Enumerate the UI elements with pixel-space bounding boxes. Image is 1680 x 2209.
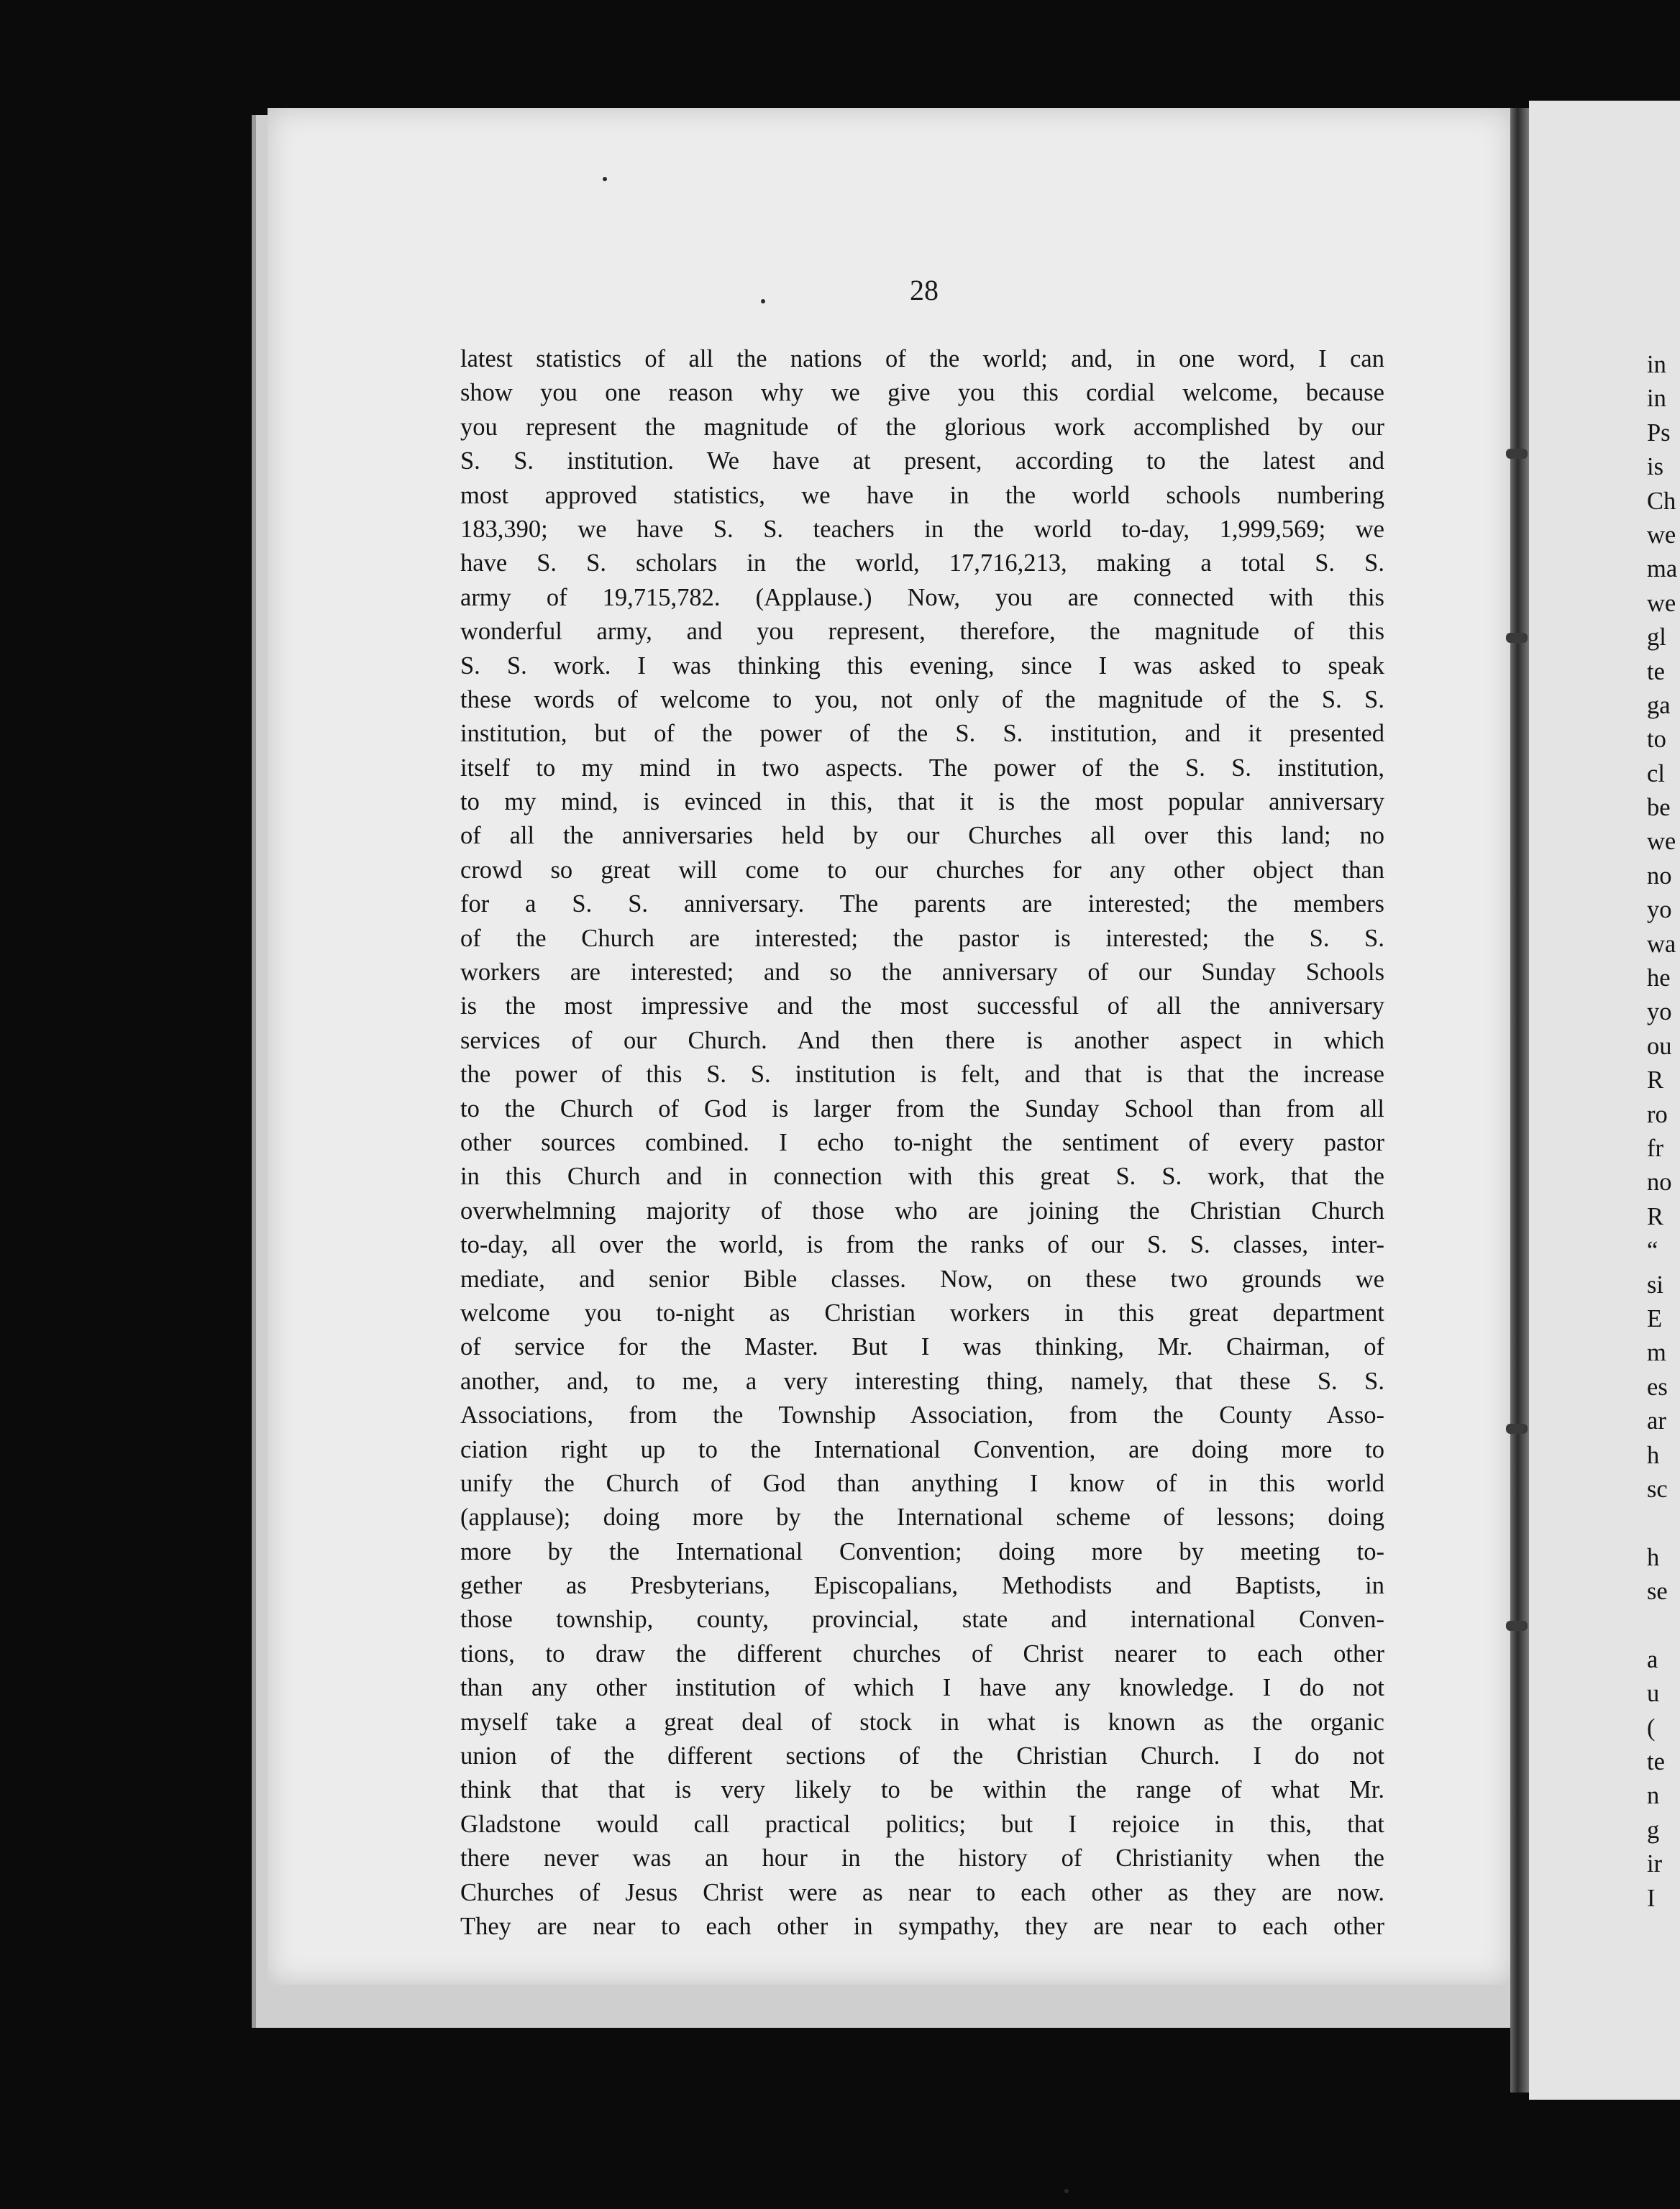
facing-text-fragment: se xyxy=(1647,1578,1668,1606)
facing-text-fragment xyxy=(1647,1609,1680,1642)
text-line: to the Church of God is larger from the Sunday School than from all xyxy=(460,1094,1384,1122)
facing-text-fragment: u xyxy=(1647,1680,1660,1708)
facing-text-fragment: h xyxy=(1647,1543,1660,1571)
text-line: the power of this S. S. institution is felt, and that is that the increase xyxy=(460,1061,1384,1089)
text-line: more by the International Convention; doing more by meeting to- xyxy=(460,1537,1384,1565)
facing-text-fragment xyxy=(1647,1506,1680,1540)
text-line: army of 19,715,782. (Applause.) Now, you are connected with this xyxy=(460,583,1384,611)
facing-text-fragment: m xyxy=(1647,1339,1666,1367)
text-line: think that that is very likely to be within the range of what Mr. xyxy=(460,1776,1384,1804)
text-line: welcome you to-night as Christian workers in this great department xyxy=(460,1299,1384,1327)
facing-text-fragment: to xyxy=(1647,726,1666,754)
facing-text-fragment: Ps xyxy=(1647,419,1671,447)
facing-text-fragment: a xyxy=(1647,1645,1658,1673)
facing-text-fragment: is xyxy=(1647,453,1664,481)
text-line: you represent the magnitude of the glorious work accomplished by our xyxy=(460,413,1384,441)
facing-text-fragment: we xyxy=(1647,589,1676,617)
book-spine xyxy=(1510,108,1529,2093)
scan-speck xyxy=(603,177,607,181)
facing-text-fragment: es xyxy=(1647,1373,1668,1401)
text-line: those township, county, provincial, state and international Conven- xyxy=(460,1606,1384,1634)
text-line: of the Church are interested; the pastor is interested; the S. S. xyxy=(460,924,1384,952)
text-line: They are near to each other in sympathy, they are near to each other xyxy=(460,1912,1384,1940)
text-line: Associations, from the Township Association, from the County Asso- xyxy=(460,1401,1384,1430)
text-line: to-day, all over the world, is from the ranks of our S. S. classes, inter- xyxy=(460,1231,1384,1259)
facing-text-fragment: “ xyxy=(1647,1237,1658,1265)
text-line: than any other institution of which I have any knowledge. I do not xyxy=(460,1674,1384,1702)
facing-text-fragment: ir xyxy=(1647,1850,1663,1878)
facing-text-fragment: n xyxy=(1647,1782,1660,1810)
facing-text-fragment: yo xyxy=(1647,896,1672,924)
facing-text-fragment: no xyxy=(1647,861,1672,889)
text-line: (applause); doing more by the International scheme of lessons; doing xyxy=(460,1504,1384,1532)
facing-text-fragment: R xyxy=(1647,1202,1664,1230)
facing-text-fragment: cl xyxy=(1647,759,1665,787)
facing-text-fragment: in xyxy=(1647,385,1666,413)
text-line: myself take a great deal of stock in what is known as the organic xyxy=(460,1708,1384,1736)
text-line: show you one reason why we give you this cordial welcome, because xyxy=(460,379,1384,407)
text-line: for a S. S. anniversary. The parents are interested; the members xyxy=(460,890,1384,918)
text-line: services of our Church. And then there is another aspect in which xyxy=(460,1026,1384,1054)
text-line: have S. S. scholars in the world, 17,716,213, making a total S. S. xyxy=(460,549,1384,577)
text-line: unify the Church of God than anything I know of in this world xyxy=(460,1469,1384,1497)
text-line: wonderful army, and you represent, therefore, the magnitude of this xyxy=(460,618,1384,646)
binding-clip-mark xyxy=(1506,449,1528,459)
facing-text-fragment: yo xyxy=(1647,998,1672,1026)
text-line: gether as Presbyterians, Episcopalians, Methodists and Baptists, in xyxy=(460,1572,1384,1600)
text-line: of all the anniversaries held by our Churches all over this land; no xyxy=(460,822,1384,850)
facing-text-fragment: ar xyxy=(1647,1407,1666,1435)
text-line: crowd so great will come to our churches for any other object than xyxy=(460,856,1384,884)
facing-text-fragment: he xyxy=(1647,964,1671,992)
facing-text-fragment: in xyxy=(1647,351,1666,378)
text-line: itself to my mind in two aspects. The power of the S. S. institution, xyxy=(460,754,1384,782)
facing-page-text xyxy=(1647,348,1680,1916)
text-line: Gladstone would call practical politics; but I rejoice in this, that xyxy=(460,1810,1384,1838)
text-line: Churches of Jesus Christ were as near to each other as they are now. xyxy=(460,1878,1384,1906)
facing-text-fragment: be xyxy=(1647,794,1671,822)
facing-text-fragment: E xyxy=(1647,1304,1663,1332)
binding-clip-mark xyxy=(1506,1621,1528,1631)
text-line: in this Church and in connection with this great S. S. work, that the xyxy=(460,1163,1384,1191)
text-line: another, and, to me, a very interesting thing, namely, that these S. S. xyxy=(460,1367,1384,1395)
text-line: tions, to draw the different churches of Christ nearer to each other xyxy=(460,1639,1384,1668)
text-line: to my mind, is evinced in this, that it is the most popular anniversary xyxy=(460,788,1384,816)
facing-text-fragment: g xyxy=(1647,1816,1660,1844)
text-line: most approved statistics, we have in the world schools numbering xyxy=(460,481,1384,509)
text-line: ciation right up to the International Convention, are doing more to xyxy=(460,1435,1384,1463)
text-line: is the most impressive and the most successful of all the anniversary xyxy=(460,992,1384,1020)
facing-text-fragment: sc xyxy=(1647,1475,1668,1503)
facing-text-fragment: fr xyxy=(1647,1134,1663,1162)
facing-text-fragment: ga xyxy=(1647,691,1671,719)
text-line: these words of welcome to you, not only of the magnitude of the S. S. xyxy=(460,685,1384,713)
facing-text-fragment: we xyxy=(1647,828,1676,856)
scan-speck xyxy=(1064,2189,1069,2193)
facing-text-fragment: no xyxy=(1647,1168,1672,1197)
facing-text-fragment: ro xyxy=(1647,1100,1668,1128)
text-line: mediate, and senior Bible classes. Now, on these two grounds we xyxy=(460,1265,1384,1293)
scan-speck xyxy=(761,299,765,303)
facing-text-fragment: ou xyxy=(1647,1032,1672,1060)
text-line: institution, but of the power of the S. S. institution, and it presented xyxy=(460,720,1384,748)
text-line: S. S. institution. We have at present, according to the latest and xyxy=(460,447,1384,475)
facing-text-fragment: ma xyxy=(1647,555,1678,583)
facing-text-fragment: I xyxy=(1647,1884,1656,1912)
text-line: of service for the Master. But I was thinking, Mr. Chairman, of xyxy=(460,1333,1384,1361)
facing-text-fragment: te xyxy=(1647,1748,1665,1776)
facing-text-fragment: we xyxy=(1647,521,1676,549)
text-line: overwhelmning majority of those who are joining the Christian Church xyxy=(460,1197,1384,1225)
text-line: 183,390; we have S. S. teachers in the world to-day, 1,999,569; we xyxy=(460,515,1384,543)
body-text xyxy=(460,342,1384,1944)
facing-text-fragment: te xyxy=(1647,657,1665,685)
facing-text-fragment: h xyxy=(1647,1441,1660,1469)
text-line: latest statistics of all the nations of the world; and, in one word, I can xyxy=(460,345,1384,372)
facing-text-fragment: wa xyxy=(1647,930,1676,958)
facing-text-fragment: R xyxy=(1647,1066,1664,1094)
text-line: other sources combined. I echo to-night the sentiment of every pastor xyxy=(460,1128,1384,1156)
binding-clip-mark xyxy=(1506,633,1528,643)
text-line: union of the different sections of the Christian Church. I do not xyxy=(460,1742,1384,1770)
facing-text-fragment: si xyxy=(1647,1271,1664,1299)
text-line: S. S. work. I was thinking this evening, since I was asked to speak xyxy=(460,651,1384,680)
page-number: 28 xyxy=(910,274,939,306)
text-line: workers are interested; and so the anniversary of our Sunday Schools xyxy=(460,959,1384,987)
facing-text-fragment: Ch xyxy=(1647,487,1676,515)
text-line: there never was an hour in the history of Christianity when the xyxy=(460,1844,1384,1872)
binding-clip-mark xyxy=(1506,1424,1528,1434)
facing-text-fragment: gl xyxy=(1647,623,1666,651)
facing-text-fragment: ( xyxy=(1647,1714,1656,1742)
